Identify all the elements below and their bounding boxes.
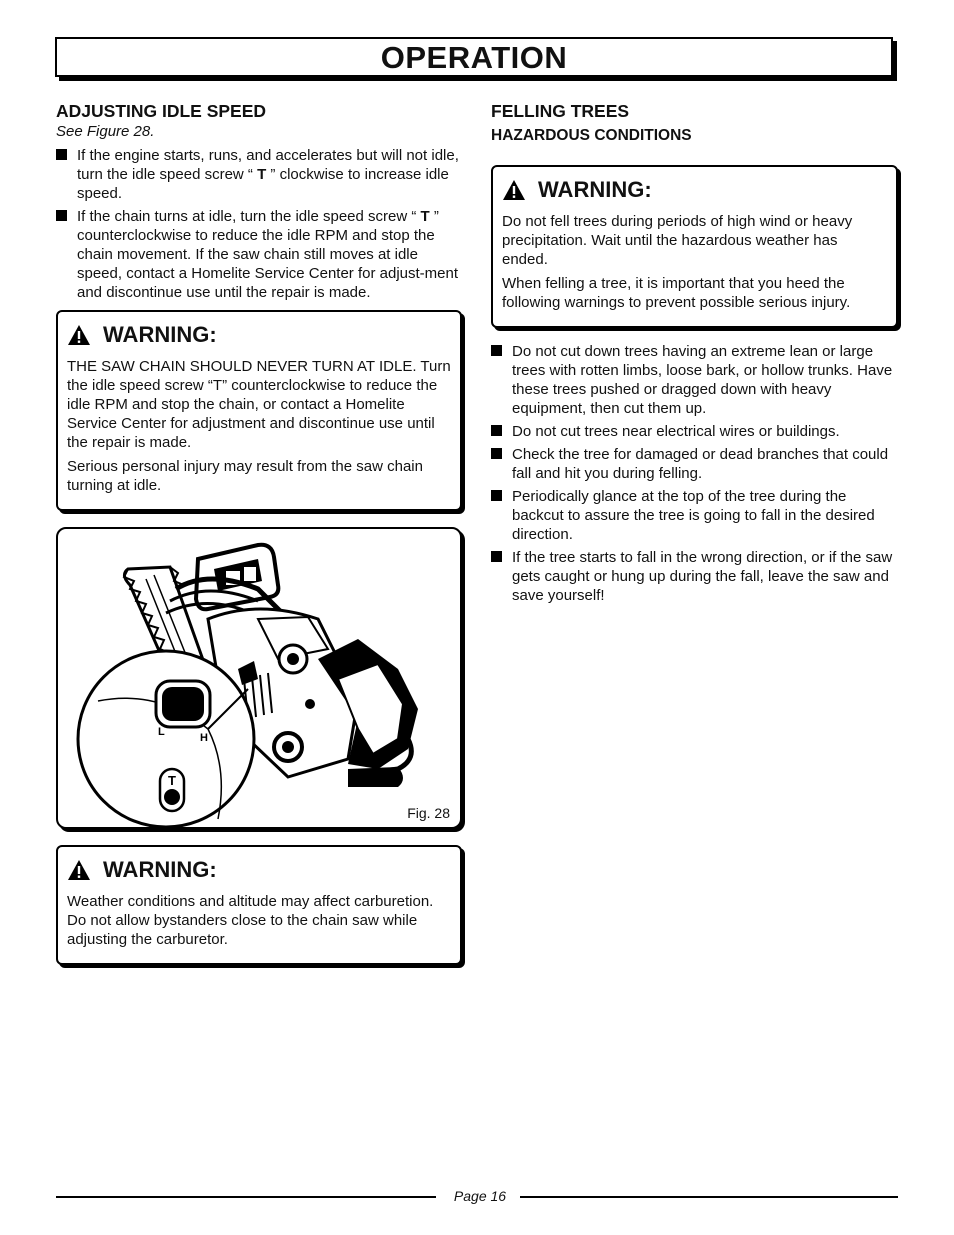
warning-text: Do not fell trees during periods of high wind or heavy precipitation. Wait until the hazardous weather has ended.	[502, 213, 853, 268]
adjustment-letter-l: L	[158, 726, 165, 738]
warning-box-idle	[56, 310, 462, 511]
warning-text: Do not allow bystanders close to the chain saw while adjusting the carburetor.	[67, 912, 418, 948]
warning-text: THE SAW CHAIN SHOULD NEVER TURN AT IDLE. Turn the idle speed screw “T” counterclockwise to reduce the idle RPM and stop the chain, or contact a Homelite Service Center for adjustment and discontinue use until the repair is made.	[67, 358, 451, 451]
warning-box-carburetion	[56, 845, 462, 965]
subheading-hazardous: HAZARDOUS CONDITIONS	[491, 127, 692, 144]
list-item: Periodically glance at the top of the tree during the backcut to assure the tree is going to fall in the desired direction.	[491, 487, 899, 544]
footer-rule-right	[520, 1196, 898, 1198]
warning-header	[502, 177, 887, 203]
warning-text: When felling a tree, it is important that you heed the following warnings to prevent possible serious injury.	[502, 275, 851, 311]
warning-label: WARNING:	[103, 857, 217, 882]
list-item: Check the tree for damaged or dead branches that could fall and hit you during felling.	[491, 445, 899, 483]
bullet-square-icon	[491, 551, 502, 562]
page-number: Page 16	[453, 1188, 507, 1204]
warning-header	[67, 857, 451, 883]
list-item: Do not cut down trees having an extreme lean or large trees with rotten limbs, loose bark, or hollow trunks. Have these trees pushed or dragged down with heavy equipment, then cut them up.	[491, 342, 899, 418]
left-column	[56, 100, 464, 511]
adjustment-letter-t: T	[168, 773, 176, 788]
warning-text: Serious personal injury may result from the saw chain turning at idle.	[67, 458, 423, 494]
warning-triangle-icon	[502, 179, 526, 201]
section-heading-felling: FELLING TREES	[491, 101, 630, 121]
figure-caption: Fig. 28	[407, 805, 450, 821]
bullet-square-icon	[491, 345, 502, 356]
list-item: If the tree starts to fall in the wrong direction, or if the saw gets caught or hung up during the fall, leave the saw and save yourself!	[491, 548, 899, 605]
chainsaw-carburetor-illustration	[58, 529, 460, 827]
list-item: If the chain turns at idle, turn the idle speed screw “ T ” counterclockwise to reduce the idle RPM and stop the chain movement. If the saw chain still moves at idle speed, contact a Homelite Service Center for adjust-ment and discontinue use until the repair is made.	[56, 207, 464, 302]
warning-header	[67, 322, 451, 348]
bullet-square-icon	[56, 149, 67, 160]
warning-triangle-icon	[67, 859, 91, 881]
magnified-carburetor-detail	[78, 651, 254, 827]
list-item: Do not cut trees near electrical wires or buildings.	[491, 422, 899, 441]
warning-label: WARNING:	[103, 322, 217, 347]
see-figure-note: See Figure 28.	[56, 123, 155, 140]
figure-28	[56, 527, 462, 829]
warning-box-felling	[491, 165, 898, 328]
page-title-box	[55, 37, 893, 77]
idle-speed-list	[56, 146, 464, 302]
footer-rule-left	[56, 1196, 436, 1198]
warning-text: Weather conditions and altitude may affect carburetion.	[67, 893, 434, 910]
bullet-square-icon	[491, 448, 502, 459]
warning-label: WARNING:	[538, 177, 652, 202]
felling-warnings-list	[491, 342, 899, 605]
page-title: OPERATION	[380, 40, 568, 75]
section-heading-idle-speed: ADJUSTING IDLE SPEED	[56, 101, 267, 121]
bullet-square-icon	[56, 210, 67, 221]
warning-triangle-icon	[67, 324, 91, 346]
list-item: If the engine starts, runs, and accelerates but will not idle, turn the idle speed screw “ T ” clockwise to increase idle speed.	[56, 146, 464, 203]
adjustment-letter-h: H	[200, 732, 208, 744]
bullet-square-icon	[491, 490, 502, 501]
right-column	[491, 100, 899, 609]
bullet-square-icon	[491, 425, 502, 436]
